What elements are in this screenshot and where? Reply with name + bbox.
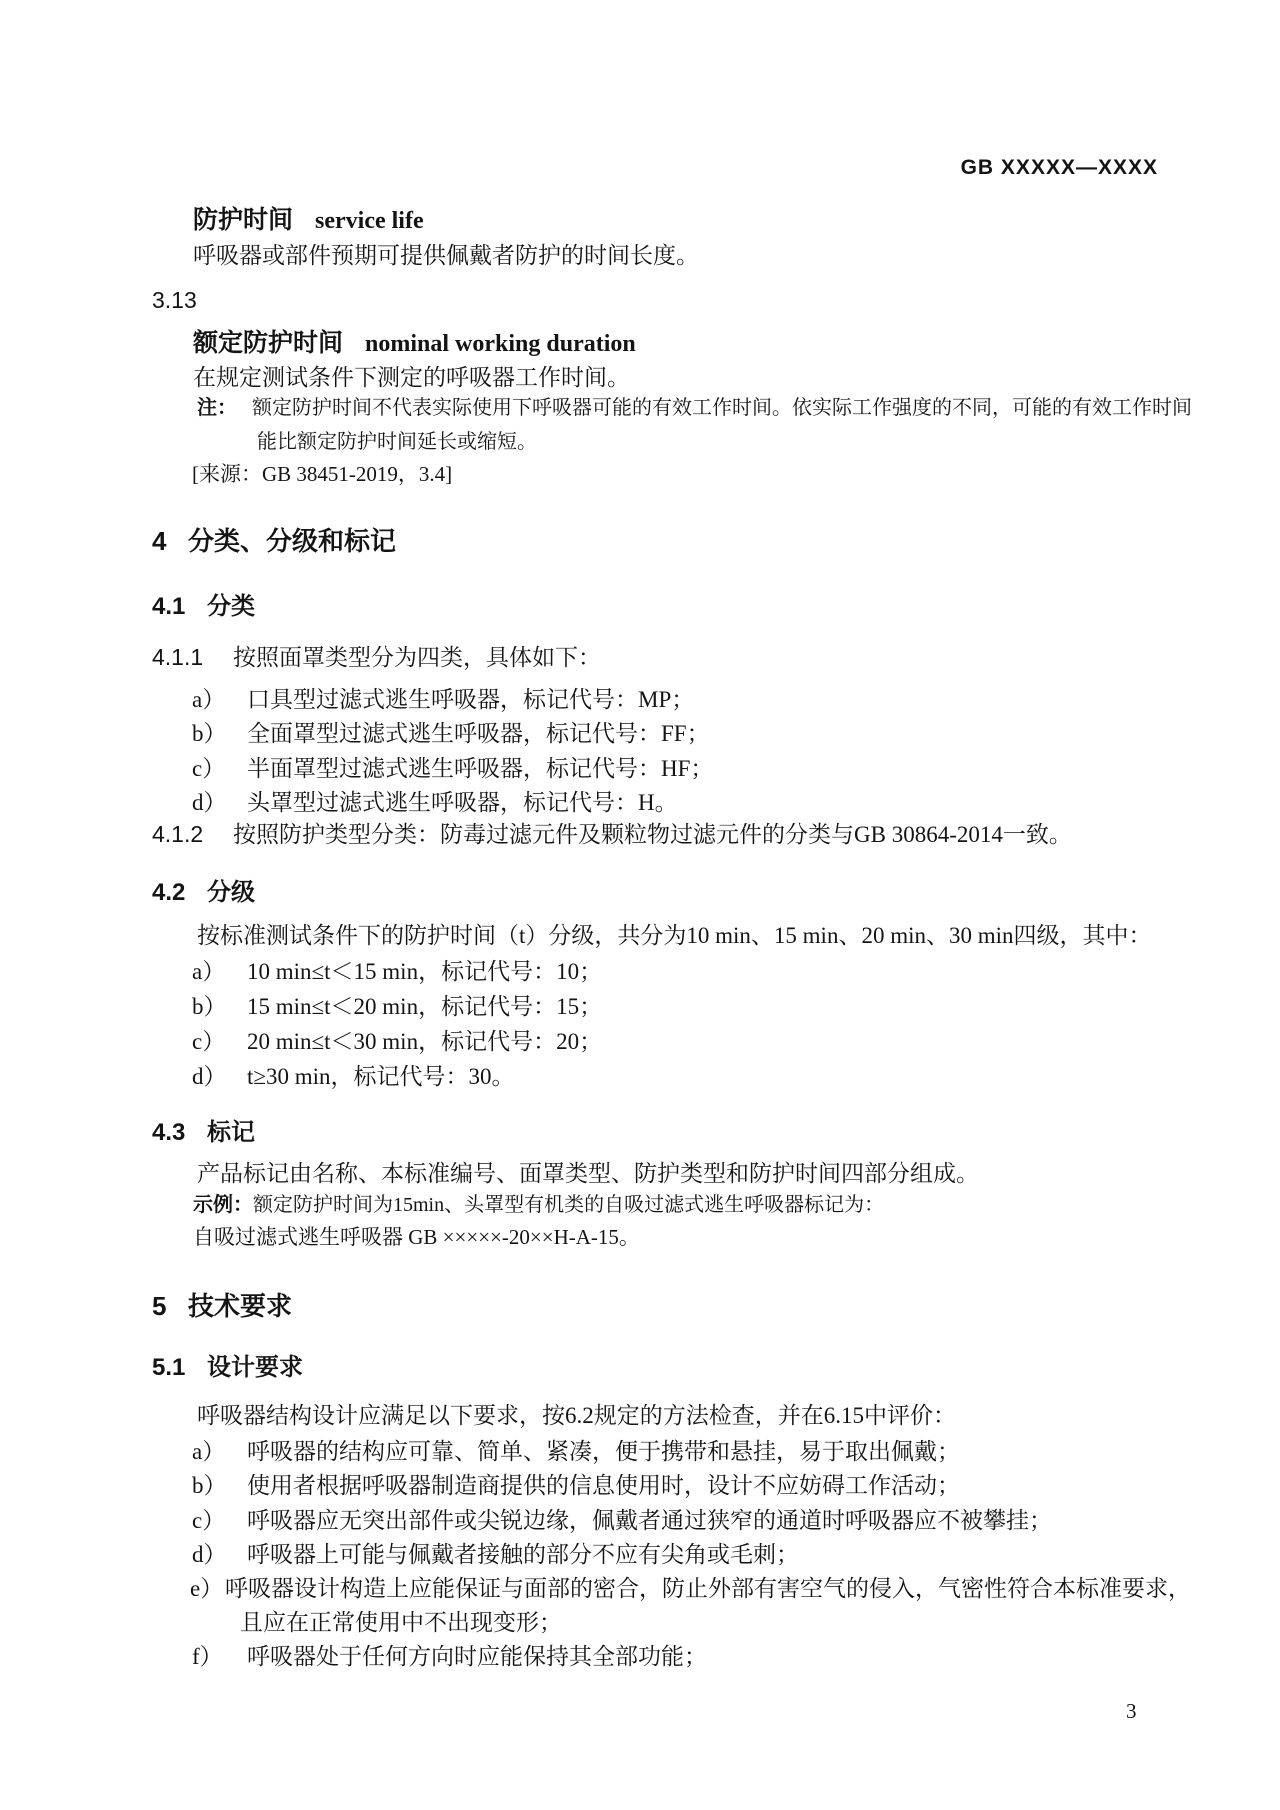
list-item bbox=[192, 958, 602, 987]
item-label: b） bbox=[192, 1473, 227, 1498]
example-label: 示例： bbox=[193, 1194, 253, 1216]
list-item bbox=[192, 1438, 960, 1467]
term-source-reference: [来源：GB 38451-2019，3.4] bbox=[192, 462, 453, 486]
clause-number: 4.1.1 bbox=[152, 644, 204, 670]
item-text: 15 min≤t＜20 min，标记代号：15； bbox=[247, 994, 603, 1019]
list-item bbox=[192, 720, 710, 749]
term-note-line2: 能比额定防护时间延长或缩短。 bbox=[257, 431, 537, 453]
list-item-continuation: 且应在正常使用中不出现变形； bbox=[240, 1610, 562, 1635]
item-text: 呼吸器设计构造上应能保证与面部的密合，防止外部有害空气的侵入，气密性符合本标准要求， bbox=[225, 1576, 1191, 1601]
term-definition: 呼吸器或部件预期可提供佩戴者防护的时间长度。 bbox=[193, 243, 699, 268]
clause-number: 4.3 bbox=[152, 1119, 186, 1146]
item-label: d） bbox=[192, 790, 227, 815]
clause-4-2-heading bbox=[152, 878, 255, 908]
list-item bbox=[192, 1643, 707, 1672]
clause-title: 分级 bbox=[207, 879, 255, 906]
clause-4-3-intro: 产品标记由名称、本标准编号、面罩类型、防护类型和防护时间四部分组成。 bbox=[197, 1161, 979, 1186]
list-item bbox=[192, 1063, 515, 1092]
clause-4-3-heading bbox=[152, 1118, 255, 1148]
item-text: 头罩型过滤式逃生呼吸器，标记代号：H。 bbox=[247, 790, 678, 815]
page-number: 3 bbox=[1126, 1699, 1137, 1723]
clause-text: 按照防护类型分类：防毒过滤元件及颗粒物过滤元件的分类与GB 30864-2014一致。 bbox=[233, 822, 1072, 847]
clause-4-heading bbox=[152, 525, 396, 558]
clause-title: 分类、分级和标记 bbox=[188, 526, 397, 556]
header-doc-code: GB XXXXX—XXXX bbox=[960, 156, 1158, 179]
term-zh-label: 防护时间 bbox=[193, 206, 294, 234]
clause-title: 设计要求 bbox=[207, 1354, 303, 1381]
item-label: c） bbox=[192, 1029, 226, 1054]
item-text: 10 min≤t＜15 min，标记代号：10； bbox=[247, 959, 603, 984]
note-text: 额定防护时间不代表实际使用下呼吸器可能的有效工作时间。依实际工作强度的不同，可能的有效工作时间 bbox=[252, 397, 1192, 419]
item-label: a） bbox=[192, 687, 226, 712]
term-zh-label: 额定防护时间 bbox=[193, 329, 344, 357]
item-label: c） bbox=[192, 756, 226, 781]
term-note-line1 bbox=[197, 396, 1192, 421]
clause-number: 4.1 bbox=[152, 593, 186, 620]
term-number: 3.13 bbox=[152, 287, 197, 313]
list-item bbox=[192, 686, 694, 715]
item-text: 20 min≤t＜30 min，标记代号：20； bbox=[247, 1029, 603, 1054]
term-en-label: nominal working duration bbox=[365, 331, 636, 357]
item-text: t≥30 min，标记代号：30。 bbox=[247, 1064, 515, 1089]
clause-5-1-heading bbox=[152, 1353, 303, 1383]
item-label: a） bbox=[192, 959, 226, 984]
clause-number: 4.2 bbox=[152, 879, 186, 906]
clause-title: 标记 bbox=[207, 1119, 255, 1146]
item-text: 全面罩型过滤式逃生呼吸器，标记代号：FF； bbox=[247, 721, 710, 746]
term-heading-service-life bbox=[193, 205, 424, 236]
item-text: 呼吸器应无突出部件或尖锐边缘，佩戴者通过狭窄的通道时呼吸器应不被攀挂； bbox=[247, 1508, 1052, 1533]
clause-5-heading bbox=[152, 1290, 292, 1323]
item-text: 呼吸器处于任何方向时应能保持其全部功能； bbox=[247, 1644, 707, 1669]
clause-text: 按照面罩类型分为四类，具体如下： bbox=[233, 645, 601, 670]
term-definition: 在规定测试条件下测定的呼吸器工作时间。 bbox=[193, 365, 630, 390]
note-label: 注： bbox=[197, 397, 237, 419]
example-line bbox=[193, 1193, 884, 1218]
clause-number: 5 bbox=[152, 1291, 167, 1321]
item-label: a） bbox=[192, 1439, 226, 1464]
item-label: d） bbox=[192, 1542, 227, 1567]
clause-number: 4 bbox=[152, 526, 167, 556]
example-text: 额定防护时间为15min、头罩型有机类的自吸过滤式逃生呼吸器标记为： bbox=[253, 1194, 885, 1216]
item-text: 呼吸器上可能与佩戴者接触的部分不应有尖角或毛刺； bbox=[247, 1542, 799, 1567]
item-text: 口具型过滤式逃生呼吸器，标记代号：MP； bbox=[247, 687, 695, 712]
item-label: b） bbox=[192, 721, 227, 746]
item-text: 半面罩型过滤式逃生呼吸器，标记代号：HF； bbox=[247, 756, 714, 781]
list-item bbox=[192, 1472, 960, 1501]
term-heading-nominal-working-duration bbox=[193, 328, 636, 359]
clause-number: 4.1.2 bbox=[152, 821, 204, 847]
item-label: e） bbox=[190, 1576, 224, 1601]
example-marking: 自吸过滤式逃生呼吸器 GB ×××××-20××H-A-15。 bbox=[193, 1225, 640, 1249]
item-label: c） bbox=[192, 1508, 226, 1533]
list-item bbox=[190, 1575, 1191, 1604]
item-text: 呼吸器的结构应可靠、简单、紧凑，便于携带和悬挂，易于取出佩戴； bbox=[247, 1439, 960, 1464]
term-en-label: service life bbox=[315, 208, 424, 234]
item-label: d） bbox=[192, 1064, 227, 1089]
clause-title: 分类 bbox=[207, 593, 255, 620]
clause-4-1-1 bbox=[152, 643, 601, 673]
clause-number: 5.1 bbox=[152, 1354, 186, 1381]
item-text: 使用者根据呼吸器制造商提供的信息使用时，设计不应妨碍工作活动； bbox=[247, 1473, 960, 1498]
clause-5-1-intro: 呼吸器结构设计应满足以下要求，按6.2规定的方法检查，并在6.15中评价： bbox=[197, 1403, 956, 1428]
item-label: b） bbox=[192, 994, 227, 1019]
list-item bbox=[192, 1507, 1052, 1536]
clause-4-2-intro: 按标准测试条件下的防护时间（t）分级，共分为10 min、15 min、20 min、30 min四级，其中： bbox=[197, 923, 1152, 948]
clause-title: 技术要求 bbox=[188, 1291, 293, 1321]
list-item bbox=[192, 993, 602, 1022]
list-item bbox=[192, 755, 713, 784]
list-item bbox=[192, 789, 678, 818]
list-item bbox=[192, 1541, 799, 1570]
list-item bbox=[192, 1028, 602, 1057]
clause-4-1-2 bbox=[152, 820, 1072, 850]
clause-4-1-heading bbox=[152, 592, 255, 622]
item-label: f） bbox=[192, 1644, 223, 1669]
